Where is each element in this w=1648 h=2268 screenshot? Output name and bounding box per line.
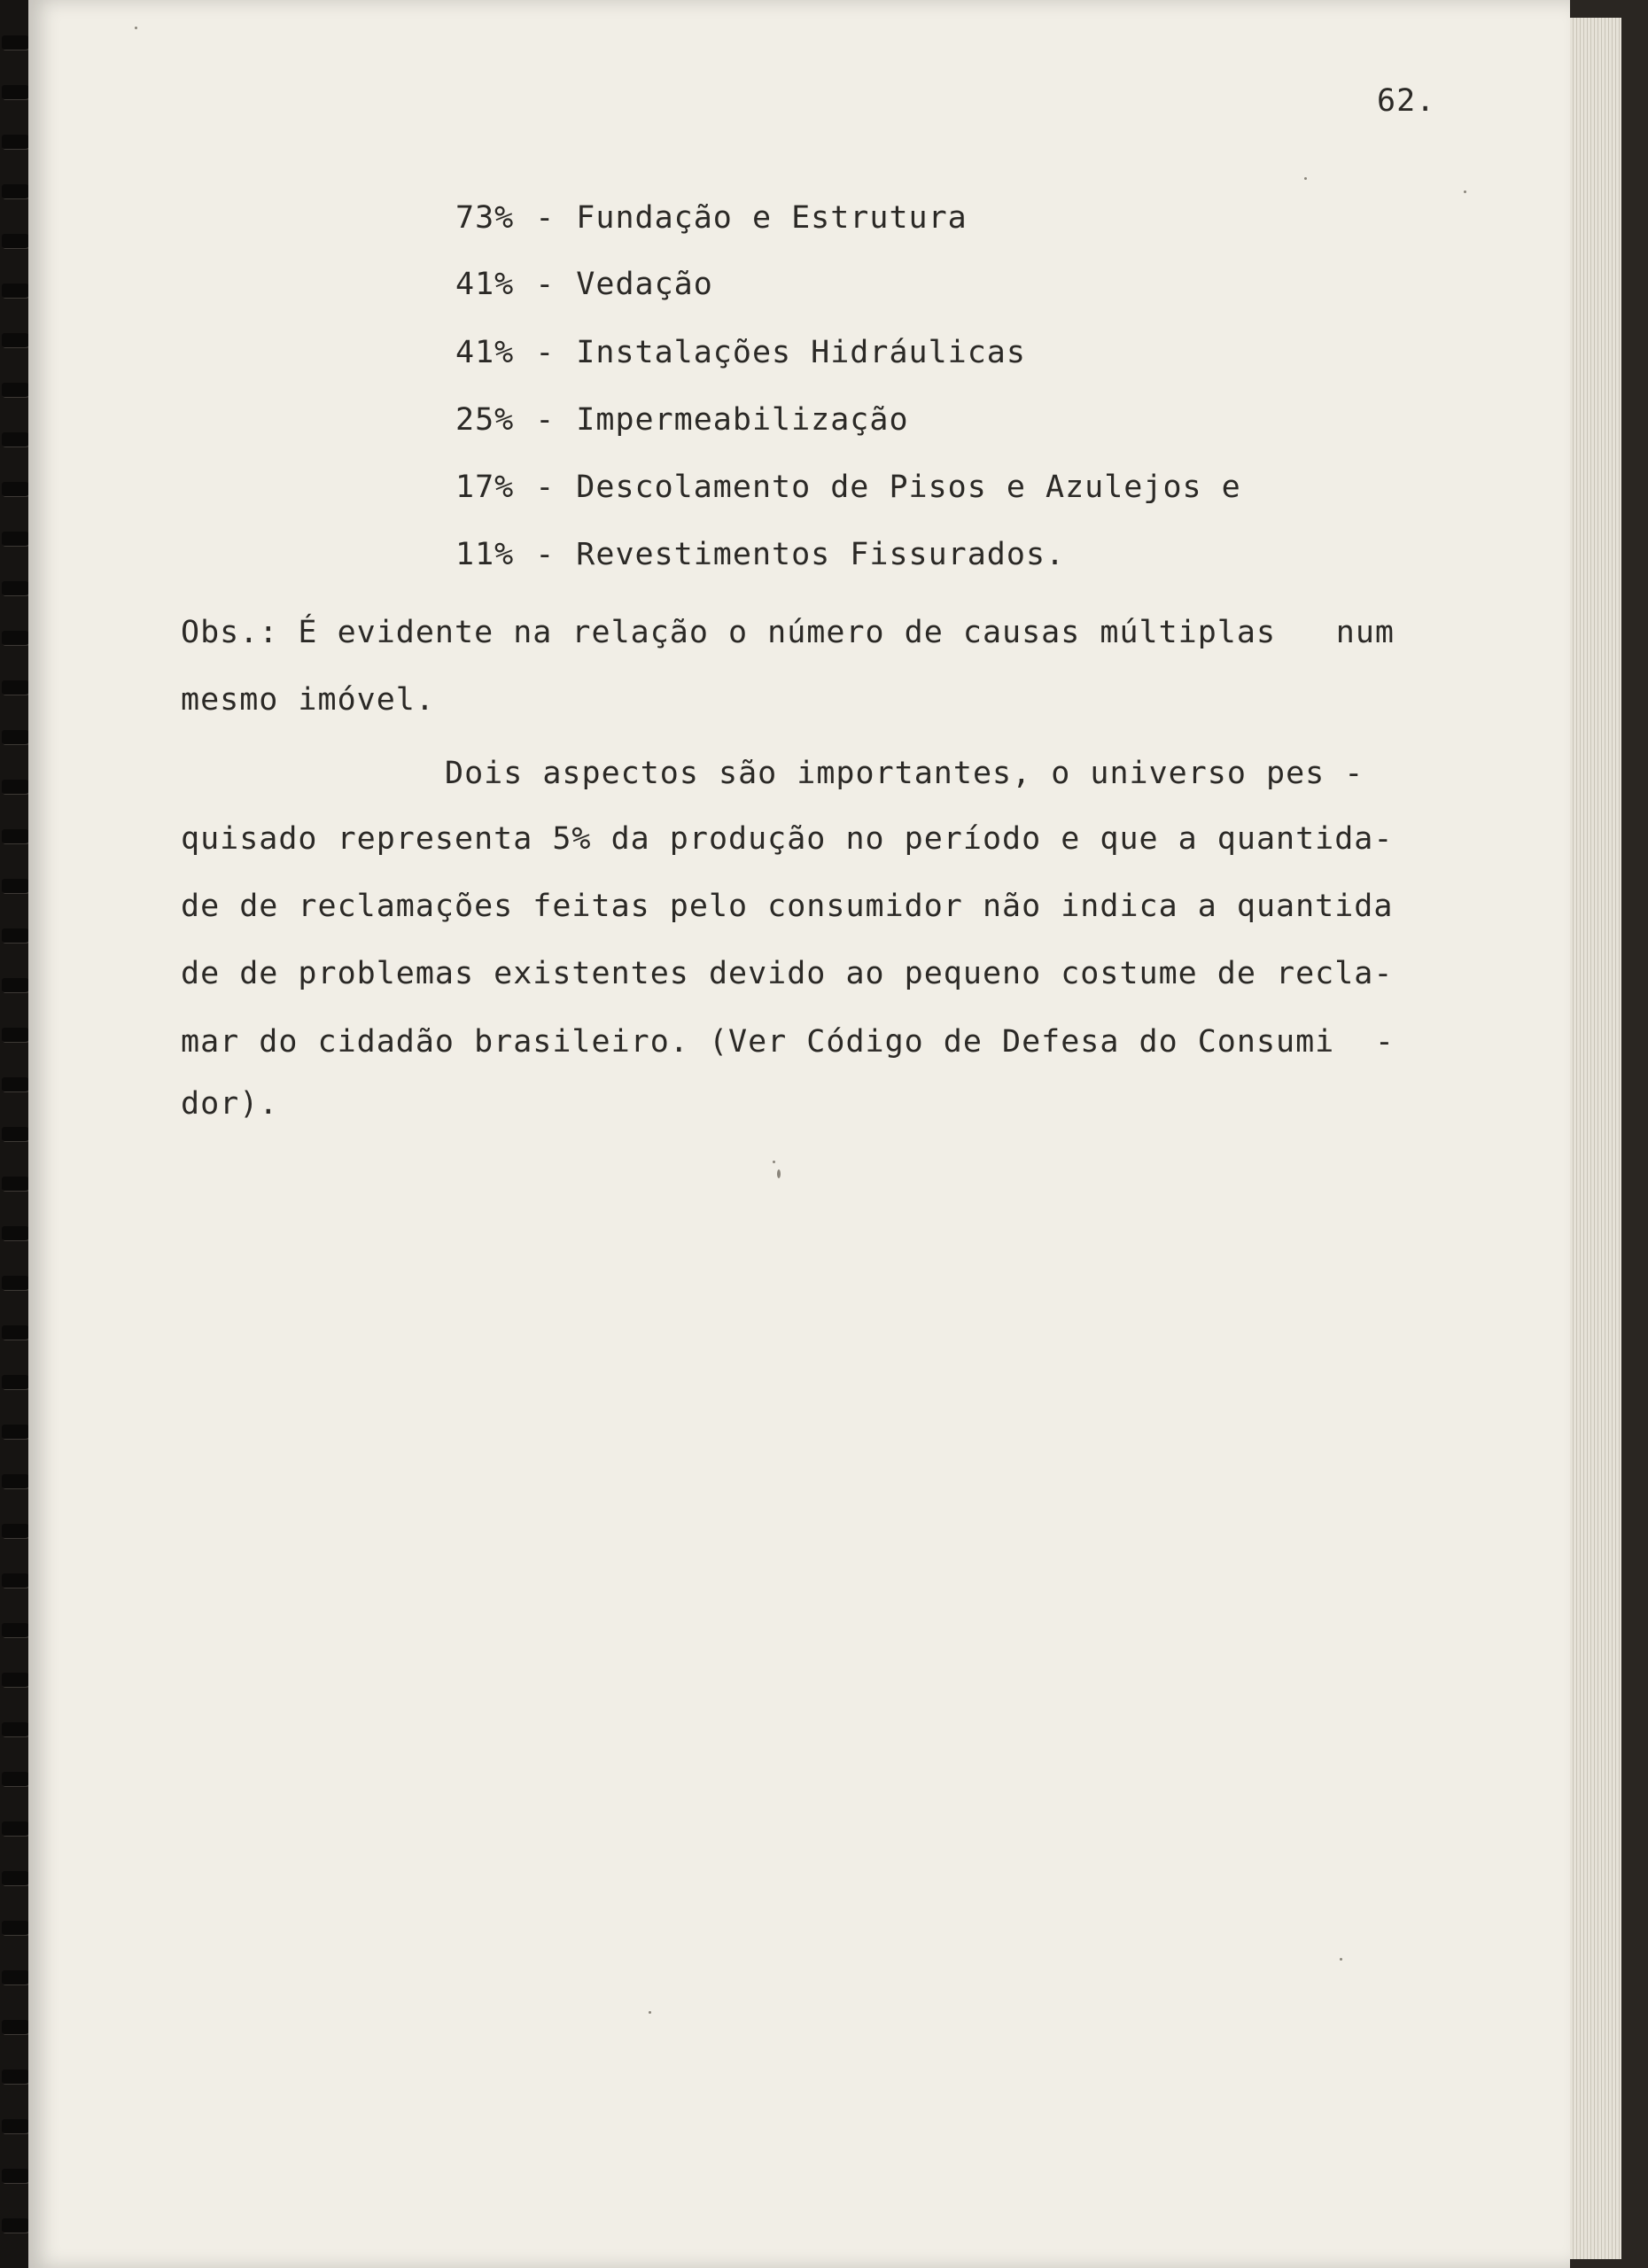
list-item <box>455 267 713 302</box>
page-number: 62. <box>1377 83 1436 119</box>
list-item-label: Instalações Hidráulicas <box>576 335 1026 370</box>
list-item-label: Descolamento de Pisos e Azulejos e <box>576 470 1241 505</box>
obs-line <box>181 615 1395 650</box>
list-item-percent: 25% <box>455 402 515 438</box>
document-page <box>28 0 1570 2268</box>
list-item-dash: - <box>535 335 556 370</box>
list-item-label: Revestimentos Fissurados. <box>576 537 1066 572</box>
list-item-percent: 73% <box>455 200 515 236</box>
paragraph-line: de de problemas existentes devido ao pequeno costume de recla- <box>181 956 1394 991</box>
paragraph-line: quisado representa 5% da produção no período e que a quantida- <box>181 821 1394 857</box>
list-item-label: Vedação <box>576 267 713 302</box>
list-item <box>455 402 909 438</box>
paragraph-line-hyphen: - <box>1374 1024 1395 1060</box>
list-item-dash: - <box>535 537 556 572</box>
list-item <box>455 470 1241 505</box>
list-item-label: Impermeabilização <box>576 402 909 438</box>
list-item <box>455 537 1065 572</box>
paragraph-line-text: mar do cidadão brasileiro. (Ver Código de Defesa do Consumi <box>181 1024 1335 1060</box>
list-item-percent: 41% <box>455 335 515 370</box>
list-item-dash: - <box>535 470 556 505</box>
paragraph-line <box>181 1024 1395 1060</box>
list-item-dash: - <box>535 402 556 438</box>
obs-text: Obs.: É evidente na relação o número de causas múltiplas <box>181 615 1277 650</box>
paragraph-line: Dois aspectos são importantes, o universo pes - <box>445 756 1364 791</box>
list-item-label: Fundação e Estrutura <box>576 200 968 236</box>
paragraph-line: de de reclamações feitas pelo consumidor não indica a quantida <box>181 889 1394 924</box>
list-item-dash: - <box>535 200 556 236</box>
obs-text-continued: mesmo imóvel. <box>181 682 435 718</box>
list-item-dash: - <box>535 267 556 302</box>
obs-text-end: num <box>1335 615 1395 650</box>
list-item <box>455 335 1026 370</box>
list-item-percent: 41% <box>455 267 515 302</box>
paragraph-line: dor). <box>181 1086 279 1122</box>
list-item-percent: 17% <box>455 470 515 505</box>
page-stack-edge <box>1570 18 1621 2259</box>
list-item-percent: 11% <box>455 537 515 572</box>
list-item <box>455 200 968 236</box>
